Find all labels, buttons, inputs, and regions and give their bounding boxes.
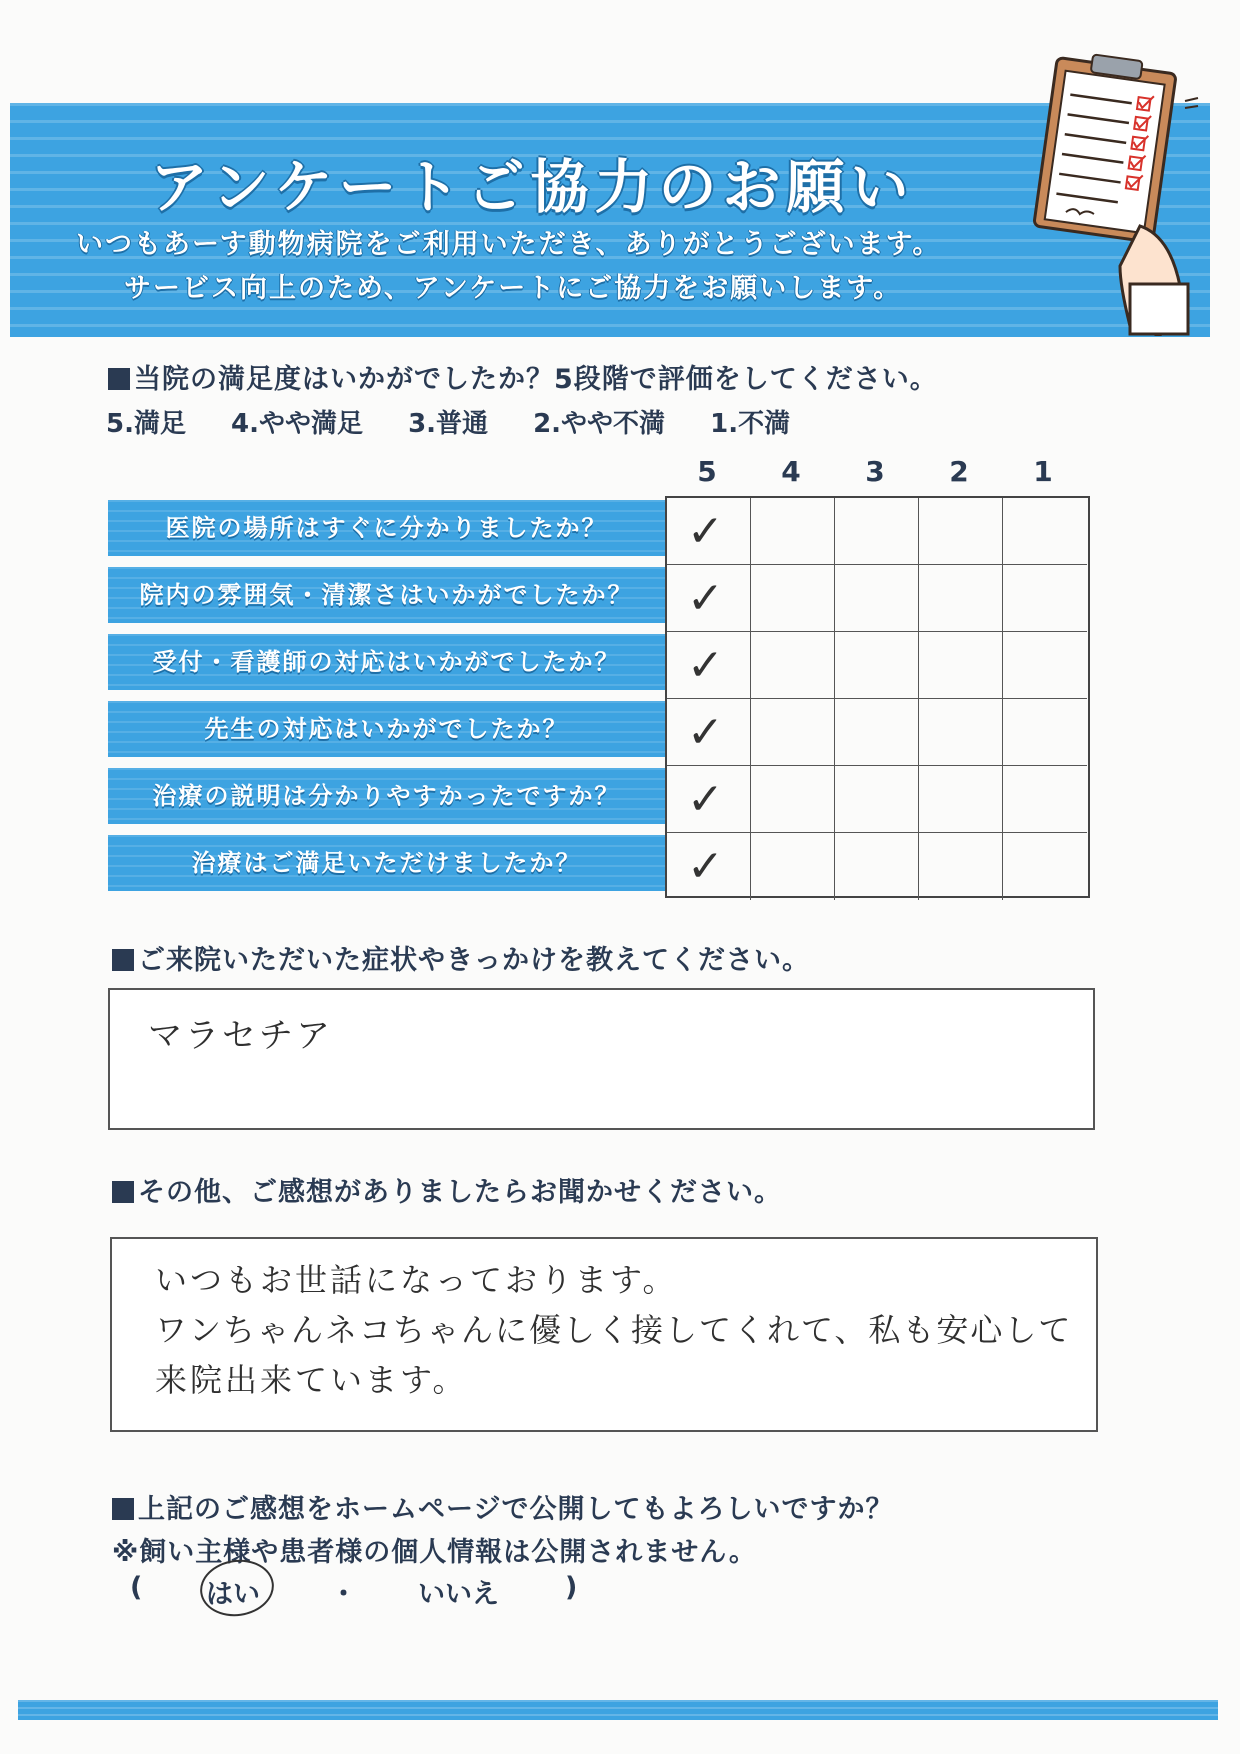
scale-5: 5.満足 <box>106 409 186 439</box>
rating-cell-q6-5[interactable] <box>667 833 751 900</box>
comment-line-1: いつもお世話になっております。 <box>155 1261 678 1299</box>
privacy-note: ※飼い主様や患者様の個人情報は公開されません。 <box>112 1537 757 1568</box>
rating-cell-q1-1[interactable] <box>1003 498 1087 565</box>
rating-cell-q6-2[interactable] <box>919 833 1003 900</box>
question-atmosphere: 院内の雰囲気・清潔さはいかがでしたか？ <box>108 567 665 623</box>
column-heading-3: 3 <box>865 455 885 488</box>
rating-cell-q1-5[interactable] <box>667 498 751 565</box>
check-mark-icon: ✓ <box>687 573 724 624</box>
clipboard-checklist-icon <box>1020 46 1200 336</box>
rating-cell-q2-4[interactable] <box>751 565 835 632</box>
rating-cell-q5-3[interactable] <box>835 766 919 833</box>
rating-cell-q3-5[interactable] <box>667 632 751 699</box>
rating-cell-q4-1[interactable] <box>1003 699 1087 766</box>
rating-cell-q6-1[interactable] <box>1003 833 1087 900</box>
consent-close-paren: ) <box>565 1572 578 1603</box>
consent-no-option[interactable]: いいえ <box>418 1579 499 1610</box>
rating-cell-q4-5[interactable] <box>667 699 751 766</box>
rating-cell-q5-1[interactable] <box>1003 766 1087 833</box>
rating-cell-q4-4[interactable] <box>751 699 835 766</box>
consent-open-paren: ( <box>130 1572 143 1603</box>
rating-cell-q2-3[interactable] <box>835 565 919 632</box>
column-heading-2: 2 <box>949 455 969 488</box>
rating-cell-q1-2[interactable] <box>919 498 1003 565</box>
check-mark-icon: ✓ <box>687 506 724 557</box>
rating-cell-q4-2[interactable] <box>919 699 1003 766</box>
heading-bullet-icon <box>108 368 130 390</box>
column-heading-5: 5 <box>697 455 717 488</box>
comment-line-2: ワンちゃんネコちゃんに優しく接してくれて、私も安心して <box>155 1311 1073 1349</box>
rating-cell-q5-5[interactable] <box>667 766 751 833</box>
consent-yes-option[interactable]: はい <box>206 1579 260 1610</box>
rating-cell-q5-4[interactable] <box>751 766 835 833</box>
rating-cell-q2-2[interactable] <box>919 565 1003 632</box>
comment-line-3: 来院出来ています。 <box>155 1361 468 1399</box>
rating-cell-q3-4[interactable] <box>751 632 835 699</box>
survey-title: アンケートご協力のお願い <box>150 153 915 221</box>
check-mark-icon: ✓ <box>687 640 724 691</box>
rating-cell-q3-3[interactable] <box>835 632 919 699</box>
question-treatment: 治療はご満足いただけましたか？ <box>108 835 665 891</box>
rating-cell-q2-5[interactable] <box>667 565 751 632</box>
question-explanation: 治療の説明は分かりやすかったですか？ <box>108 768 665 824</box>
publish-heading: 上記のご感想をホームページで公開してもよろしいですか？ <box>112 1487 893 1526</box>
scale-4: 4.やや満足 <box>231 409 363 439</box>
scale-1: 1.不満 <box>710 409 791 439</box>
heading-bullet-icon <box>112 949 134 971</box>
scale-2: 2.やや不満 <box>533 409 666 439</box>
footer-bar <box>18 1700 1218 1720</box>
question-reception: 受付・看護師の対応はいかがでしたか？ <box>108 634 665 690</box>
question-doctor: 先生の対応はいかがでしたか？ <box>108 701 665 757</box>
survey-intro-line-2: サービス向上のため、アンケートにご協力をお願いします。 <box>124 273 903 304</box>
rating-cell-q1-3[interactable] <box>835 498 919 565</box>
rating-cell-q6-3[interactable] <box>835 833 919 900</box>
comments-heading: その他、ご感想がありましたらお聞かせください。 <box>112 1170 782 1209</box>
rating-cell-q3-2[interactable] <box>919 632 1003 699</box>
question-location: 医院の場所はすぐに分かりましたか？ <box>108 500 665 556</box>
check-mark-icon: ✓ <box>687 707 724 758</box>
rating-cell-q2-1[interactable] <box>1003 565 1087 632</box>
rating-scale-legend <box>106 403 826 440</box>
check-mark-icon: ✓ <box>687 841 724 892</box>
rating-cell-q5-2[interactable] <box>919 766 1003 833</box>
satisfaction-heading: 当院の満足度はいかがでしたか？5段階で評価をしてください。 <box>108 357 938 396</box>
column-heading-1: 1 <box>1033 455 1053 488</box>
heading-bullet-icon <box>112 1181 134 1203</box>
check-mark-icon: ✓ <box>687 774 724 825</box>
reason-heading: ご来院いただいた症状やきっかけを教えてください。 <box>112 938 810 977</box>
heading-bullet-icon <box>112 1498 134 1520</box>
column-heading-4: 4 <box>781 455 801 488</box>
consent-separator: ・ <box>330 1579 357 1610</box>
rating-cell-q1-4[interactable] <box>751 498 835 565</box>
rating-grid <box>665 496 1090 898</box>
reason-answer-text: マラセチア <box>148 1016 333 1056</box>
survey-intro-line-1: いつもあーす動物病院をご利用いただき、ありがとうございます。 <box>76 229 942 260</box>
rating-cell-q4-3[interactable] <box>835 699 919 766</box>
rating-cell-q6-4[interactable] <box>751 833 835 900</box>
scale-3: 3.普通 <box>408 409 489 439</box>
rating-cell-q3-1[interactable] <box>1003 632 1087 699</box>
